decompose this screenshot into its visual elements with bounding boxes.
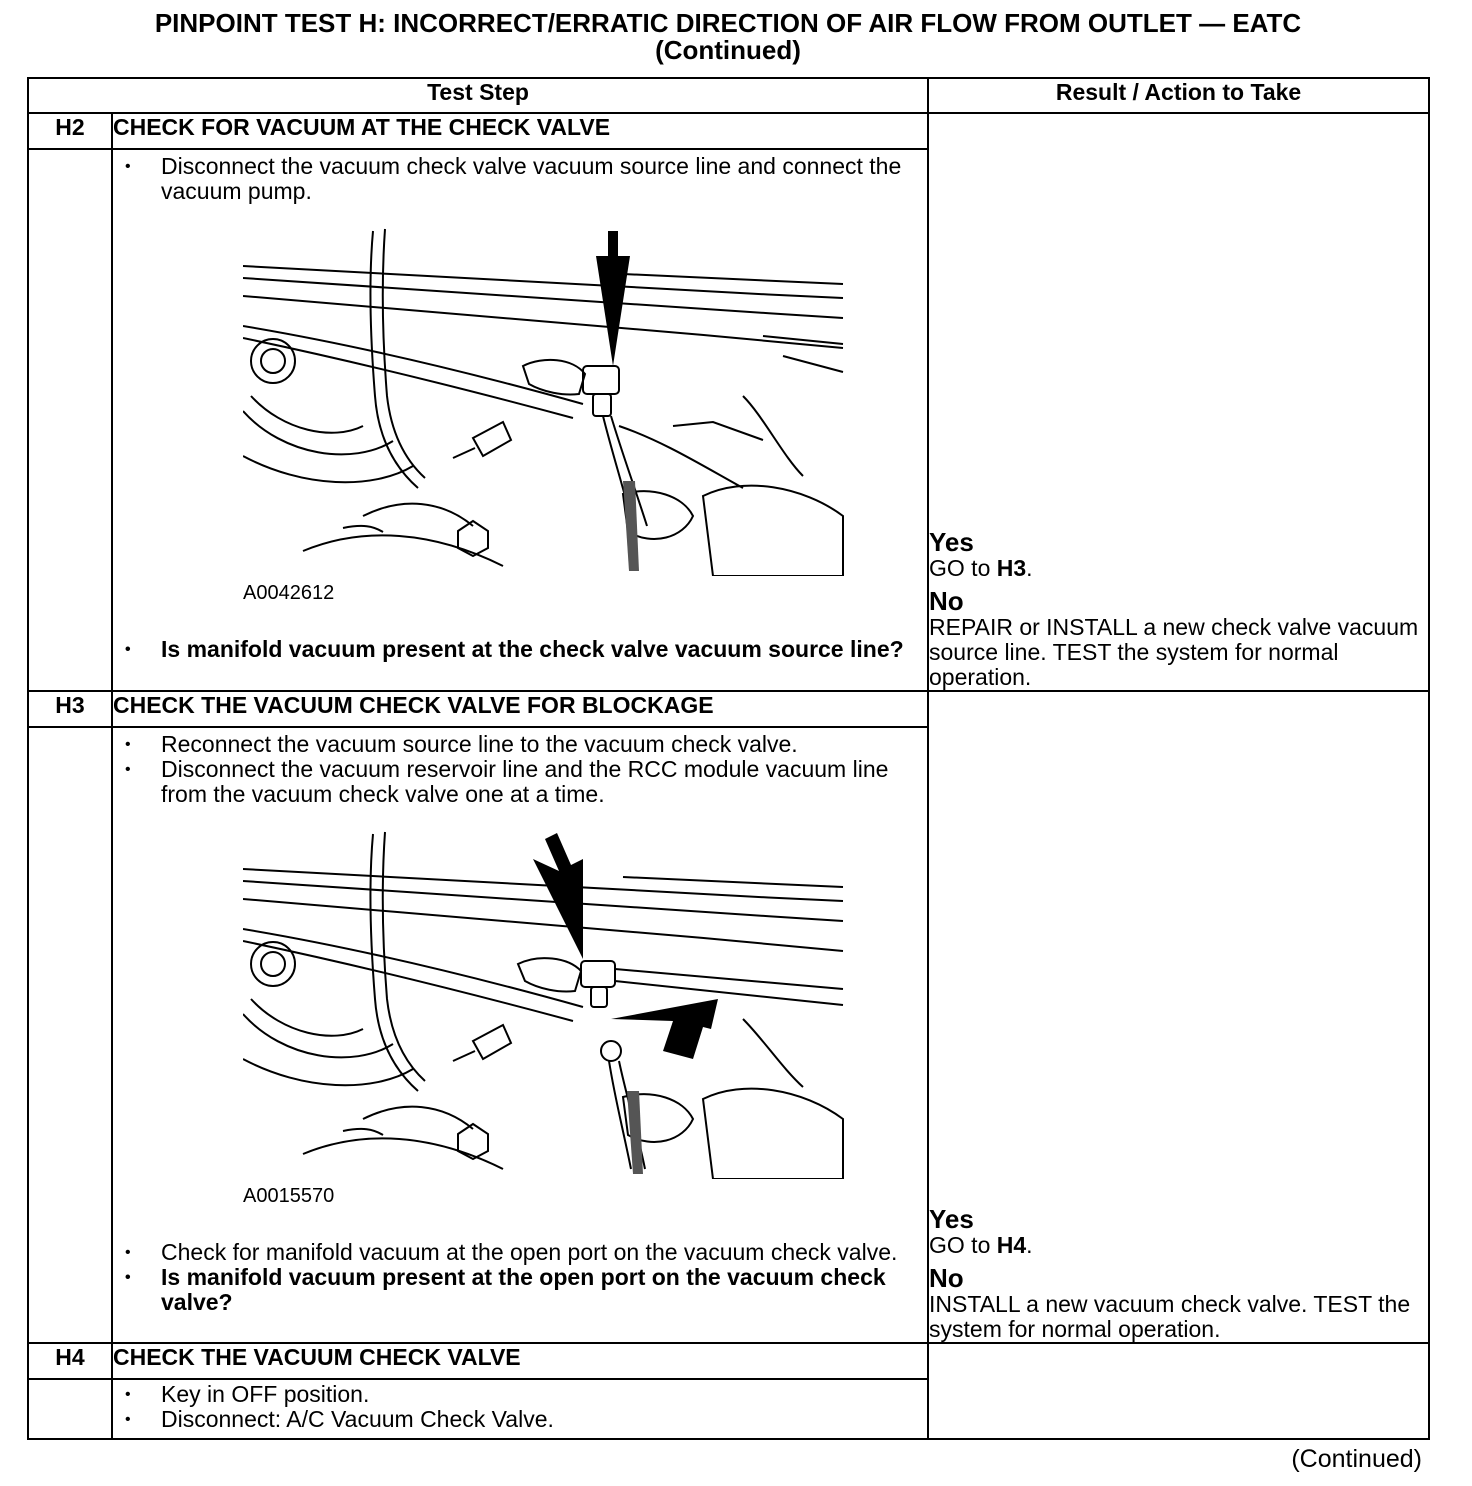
step-h2-result bbox=[928, 113, 1429, 691]
question-bullet: • Is manifold vacuum present at the check valve vacuum source line? bbox=[113, 637, 927, 662]
header-result: Result / Action to Take bbox=[928, 78, 1429, 113]
figure-vacuum-check-valve-ports bbox=[243, 829, 848, 1208]
header-test-step: Test Step bbox=[28, 78, 928, 113]
title-line-1: PINPOINT TEST H: INCORRECT/ERRATIC DIRECTION OF AIR FLOW FROM OUTLET — EATC bbox=[154, 8, 1302, 38]
step-reference: H4 bbox=[996, 1232, 1027, 1258]
step-title: CHECK FOR VACUUM AT THE CHECK VALVE bbox=[112, 113, 928, 149]
figure-id: A0015570 bbox=[243, 1185, 335, 1207]
step-reference: H3 bbox=[996, 555, 1027, 581]
yes-action: GO to H3. bbox=[929, 555, 1033, 581]
yes-label: Yes bbox=[929, 1204, 974, 1234]
title-line-2: (Continued) bbox=[655, 35, 801, 65]
no-action: INSTALL a new vacuum check valve. TEST the system for normal operation. bbox=[929, 1291, 1411, 1342]
step-h4-body bbox=[112, 1379, 928, 1439]
yes-label: Yes bbox=[929, 527, 974, 557]
instruction-bullet: • Disconnect the vacuum check valve vacuum source line and connect the vacuum pump. bbox=[113, 154, 927, 204]
step-id-spacer bbox=[28, 149, 112, 691]
step-h3-title-row bbox=[28, 691, 1429, 727]
step-h4-result bbox=[928, 1343, 1429, 1439]
instruction-bullet: • Key in OFF position. bbox=[113, 1382, 927, 1407]
no-label: No bbox=[929, 586, 964, 616]
instruction-bullet: • Reconnect the vacuum source line to the vacuum check valve. bbox=[113, 732, 927, 757]
engine-bay-illustration bbox=[243, 226, 848, 576]
step-id-spacer bbox=[28, 1379, 112, 1439]
step-h2-body bbox=[112, 149, 928, 691]
no-label: No bbox=[929, 1263, 964, 1293]
header-row bbox=[28, 78, 1429, 113]
page-title bbox=[0, 10, 1456, 64]
figure-id: A0042612 bbox=[243, 582, 335, 604]
no-action: REPAIR or INSTALL a new check valve vacuum source line. TEST the system for normal operation. bbox=[929, 614, 1419, 690]
continued-footer: (Continued) bbox=[1291, 1445, 1422, 1473]
instruction-bullet: • Check for manifold vacuum at the open port on the vacuum check valve. bbox=[113, 1240, 927, 1265]
yes-action: GO to H4. bbox=[929, 1232, 1033, 1258]
step-title: CHECK THE VACUUM CHECK VALVE FOR BLOCKAGE bbox=[112, 691, 928, 727]
engine-bay-illustration bbox=[243, 829, 848, 1179]
pinpoint-test-table bbox=[27, 77, 1430, 1440]
instruction-bullet: • Disconnect the vacuum reservoir line and the RCC module vacuum line from the vacuum check valve one at a time. bbox=[113, 757, 927, 807]
step-title: CHECK THE VACUUM CHECK VALVE bbox=[112, 1343, 928, 1379]
step-id: H2 bbox=[28, 113, 112, 149]
step-h2-title-row bbox=[28, 113, 1429, 149]
step-h3-result bbox=[928, 691, 1429, 1343]
step-id-spacer bbox=[28, 727, 112, 1343]
instruction-bullet: • Disconnect: A/C Vacuum Check Valve. bbox=[113, 1407, 927, 1432]
question-bullet: • Is manifold vacuum present at the open port on the vacuum check valve? bbox=[113, 1265, 927, 1315]
figure-vacuum-check-valve-source-line bbox=[243, 226, 848, 605]
step-id: H4 bbox=[28, 1343, 112, 1379]
step-h3-body bbox=[112, 727, 928, 1343]
step-id: H3 bbox=[28, 691, 112, 727]
step-h4-title-row bbox=[28, 1343, 1429, 1379]
